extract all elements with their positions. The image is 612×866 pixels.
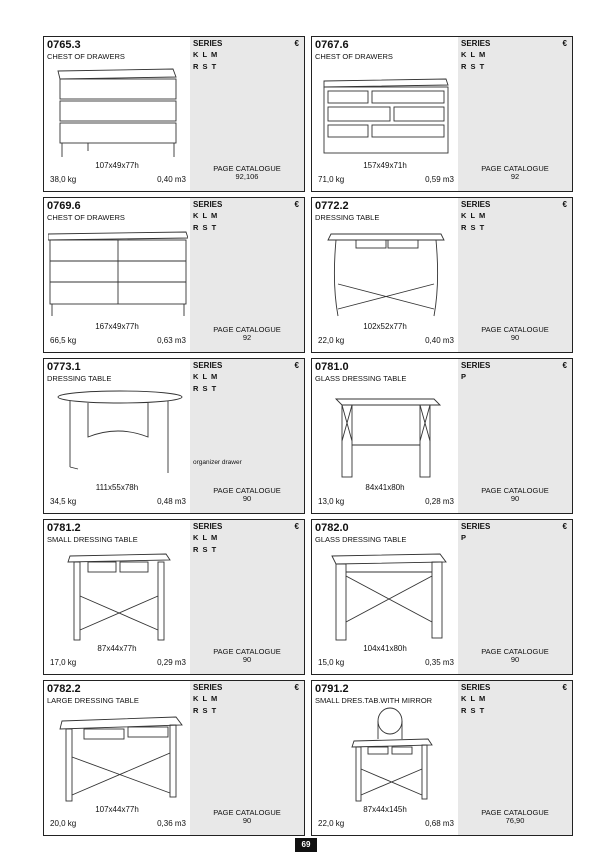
series-label: SERIES	[193, 200, 223, 209]
series-label: SERIES	[461, 361, 491, 370]
series-line-2: R S T	[193, 223, 218, 232]
product-code: 0769.6	[47, 200, 81, 212]
product-code: 0765.3	[47, 39, 81, 51]
weight: 17,0 kg	[50, 658, 77, 667]
series-line-1: K L M	[193, 694, 219, 703]
glass-dressing-table-drawing	[316, 546, 456, 642]
product-name: DRESSING TABLE	[315, 213, 380, 222]
volume: 0,59 m3	[425, 175, 454, 184]
series-label: SERIES	[193, 39, 223, 48]
series-label: SERIES	[193, 361, 223, 370]
page-catalogue-value: 92	[242, 333, 252, 342]
euro-icon: €	[562, 522, 567, 531]
dressing-table-drawing	[316, 224, 456, 320]
page-catalogue	[190, 165, 304, 181]
series-line-2: R S T	[461, 223, 486, 232]
dimensions: 107x44x77h	[95, 805, 139, 814]
weight: 20,0 kg	[50, 819, 77, 828]
series-line-1: K L M	[193, 50, 219, 59]
dimensions: 107x49x77h	[95, 161, 139, 170]
series-line-2: R S T	[193, 706, 218, 715]
product-info	[44, 198, 190, 352]
dimensions: 84x41x80h	[365, 483, 405, 492]
catalogue-row	[43, 197, 573, 355]
product-code: 0773.1	[47, 361, 81, 373]
page-catalogue	[458, 326, 572, 342]
euro-icon: €	[562, 39, 567, 48]
dimensions: 102x52x77h	[363, 322, 407, 331]
dressing-table-drawing	[48, 385, 188, 481]
euro-icon: €	[562, 200, 567, 209]
volume: 0,36 m3	[157, 819, 186, 828]
product-code: 0767.6	[315, 39, 349, 51]
product-card[interactable]	[43, 197, 305, 353]
product-card[interactable]	[311, 197, 573, 353]
catalogue-row	[43, 36, 573, 194]
series-line-1: P	[461, 533, 468, 542]
page-catalogue-value: 90	[510, 494, 520, 503]
dimensions: 87x44x145h	[363, 805, 407, 814]
dimensions: 167x49x77h	[95, 322, 139, 331]
product-name: LARGE DRESSING TABLE	[47, 696, 139, 705]
series-line-2: R S T	[193, 384, 218, 393]
product-code: 0782.0	[315, 522, 349, 534]
series-label: SERIES	[461, 683, 491, 692]
product-info	[44, 37, 190, 191]
product-name: GLASS DRESSING TABLE	[315, 374, 407, 383]
product-code: 0781.2	[47, 522, 81, 534]
euro-icon: €	[294, 361, 299, 370]
chest-of-drawers-drawing	[48, 224, 188, 320]
series-line-1: K L M	[461, 50, 487, 59]
series-panel	[458, 37, 572, 191]
product-note: organizer drawer	[193, 459, 242, 466]
product-card[interactable]	[43, 36, 305, 192]
series-line-2: R S T	[461, 62, 486, 71]
product-name: SMALL DRES.TAB.WITH MIRROR	[315, 696, 433, 705]
weight: 13,0 kg	[318, 497, 345, 506]
page-catalogue-label: PAGE CATALOGUE	[213, 647, 281, 656]
weight: 15,0 kg	[318, 658, 345, 667]
dimensions: 87x44x77h	[97, 644, 137, 653]
series-line-1: K L M	[193, 372, 219, 381]
page-catalogue-value: 90	[510, 333, 520, 342]
dressing-table-with-mirror-drawing	[316, 707, 456, 803]
product-name: GLASS DRESSING TABLE	[315, 535, 407, 544]
page-catalogue-label: PAGE CATALOGUE	[213, 325, 281, 334]
page-catalogue-value: 92	[510, 172, 520, 181]
series-panel	[190, 198, 304, 352]
page-catalogue-value: 92,106	[235, 172, 259, 181]
series-panel	[458, 359, 572, 513]
series-line-1: K L M	[193, 211, 219, 220]
series-panel	[190, 681, 304, 835]
volume: 0,48 m3	[157, 497, 186, 506]
dimensions: 111x55x78h	[95, 483, 139, 492]
dimensions: 104x41x80h	[363, 644, 407, 653]
series-line-2: R S T	[193, 545, 218, 554]
volume: 0,40 m3	[425, 336, 454, 345]
chest-of-drawers-drawing	[48, 63, 188, 159]
weight: 22,0 kg	[318, 336, 345, 345]
series-panel	[190, 37, 304, 191]
weight: 66,5 kg	[50, 336, 77, 345]
product-code: 0782.2	[47, 683, 81, 695]
product-name: DRESSING TABLE	[47, 374, 112, 383]
catalogue-grid	[43, 36, 573, 841]
series-line-2: R S T	[461, 706, 486, 715]
volume: 0,28 m3	[425, 497, 454, 506]
volume: 0,40 m3	[157, 175, 186, 184]
product-info	[44, 681, 190, 835]
product-name: CHEST OF DRAWERS	[47, 52, 125, 61]
volume: 0,29 m3	[157, 658, 186, 667]
page-catalogue-label: PAGE CATALOGUE	[481, 647, 549, 656]
product-info	[312, 359, 458, 513]
page-catalogue	[458, 487, 572, 503]
euro-icon: €	[294, 522, 299, 531]
product-info	[312, 520, 458, 674]
series-line-1: K L M	[193, 533, 219, 542]
product-name: SMALL DRESSING TABLE	[47, 535, 138, 544]
page-catalogue	[190, 326, 304, 342]
page-catalogue-value: 90	[242, 494, 252, 503]
product-card[interactable]	[311, 358, 573, 514]
series-line-2: R S T	[193, 62, 218, 71]
product-info	[312, 198, 458, 352]
euro-icon: €	[294, 200, 299, 209]
page-catalogue	[458, 809, 572, 825]
page-catalogue-label: PAGE CATALOGUE	[481, 808, 549, 817]
product-card[interactable]	[43, 519, 305, 675]
page-catalogue-value: 76,90	[505, 816, 525, 825]
volume: 0,68 m3	[425, 819, 454, 828]
page-catalogue	[458, 165, 572, 181]
product-code: 0791.2	[315, 683, 349, 695]
large-dressing-table-drawing	[48, 707, 188, 803]
product-info	[312, 681, 458, 835]
small-dressing-table-drawing	[48, 546, 188, 642]
euro-icon: €	[562, 361, 567, 370]
page-catalogue-value: 90	[242, 816, 252, 825]
catalogue-row	[43, 519, 573, 677]
chest-of-drawers-drawing	[316, 63, 456, 159]
series-panel	[190, 520, 304, 674]
product-info	[44, 359, 190, 513]
page-catalogue-label: PAGE CATALOGUE	[213, 486, 281, 495]
series-panel	[458, 681, 572, 835]
product-info	[44, 520, 190, 674]
series-line-1: K L M	[461, 694, 487, 703]
series-line-1: P	[461, 372, 468, 381]
volume: 0,35 m3	[425, 658, 454, 667]
weight: 34,5 kg	[50, 497, 77, 506]
page-catalogue-value: 90	[510, 655, 520, 664]
page-catalogue-label: PAGE CATALOGUE	[213, 808, 281, 817]
series-label: SERIES	[461, 200, 491, 209]
series-label: SERIES	[461, 39, 491, 48]
page-catalogue-label: PAGE CATALOGUE	[213, 164, 281, 173]
volume: 0,63 m3	[157, 336, 186, 345]
glass-dressing-table-drawing	[316, 385, 456, 481]
series-panel	[458, 520, 572, 674]
page-number: 69	[295, 838, 317, 852]
weight: 71,0 kg	[318, 175, 345, 184]
product-card[interactable]	[311, 680, 573, 836]
product-code: 0772.2	[315, 200, 349, 212]
euro-icon: €	[294, 39, 299, 48]
page-catalogue	[458, 648, 572, 664]
product-code: 0781.0	[315, 361, 349, 373]
product-info	[312, 37, 458, 191]
catalogue-row	[43, 680, 573, 838]
page-catalogue	[190, 648, 304, 664]
series-line-1: K L M	[461, 211, 487, 220]
page-catalogue	[190, 487, 304, 503]
product-name: CHEST OF DRAWERS	[315, 52, 393, 61]
page-catalogue-value: 90	[242, 655, 252, 664]
series-label: SERIES	[193, 522, 223, 531]
series-panel	[190, 359, 304, 513]
page-catalogue-label: PAGE CATALOGUE	[481, 325, 549, 334]
series-label: SERIES	[193, 683, 223, 692]
dimensions: 157x49x71h	[363, 161, 407, 170]
product-card[interactable]	[311, 36, 573, 192]
page-catalogue-label: PAGE CATALOGUE	[481, 486, 549, 495]
page-catalogue	[190, 809, 304, 825]
weight: 38,0 kg	[50, 175, 77, 184]
euro-icon: €	[562, 683, 567, 692]
page-catalogue-label: PAGE CATALOGUE	[481, 164, 549, 173]
catalogue-row	[43, 358, 573, 516]
product-card[interactable]	[311, 519, 573, 675]
series-panel	[458, 198, 572, 352]
weight: 22,0 kg	[318, 819, 345, 828]
product-card[interactable]	[43, 358, 305, 514]
product-card[interactable]	[43, 680, 305, 836]
euro-icon: €	[294, 683, 299, 692]
series-label: SERIES	[461, 522, 491, 531]
product-name: CHEST OF DRAWERS	[47, 213, 125, 222]
